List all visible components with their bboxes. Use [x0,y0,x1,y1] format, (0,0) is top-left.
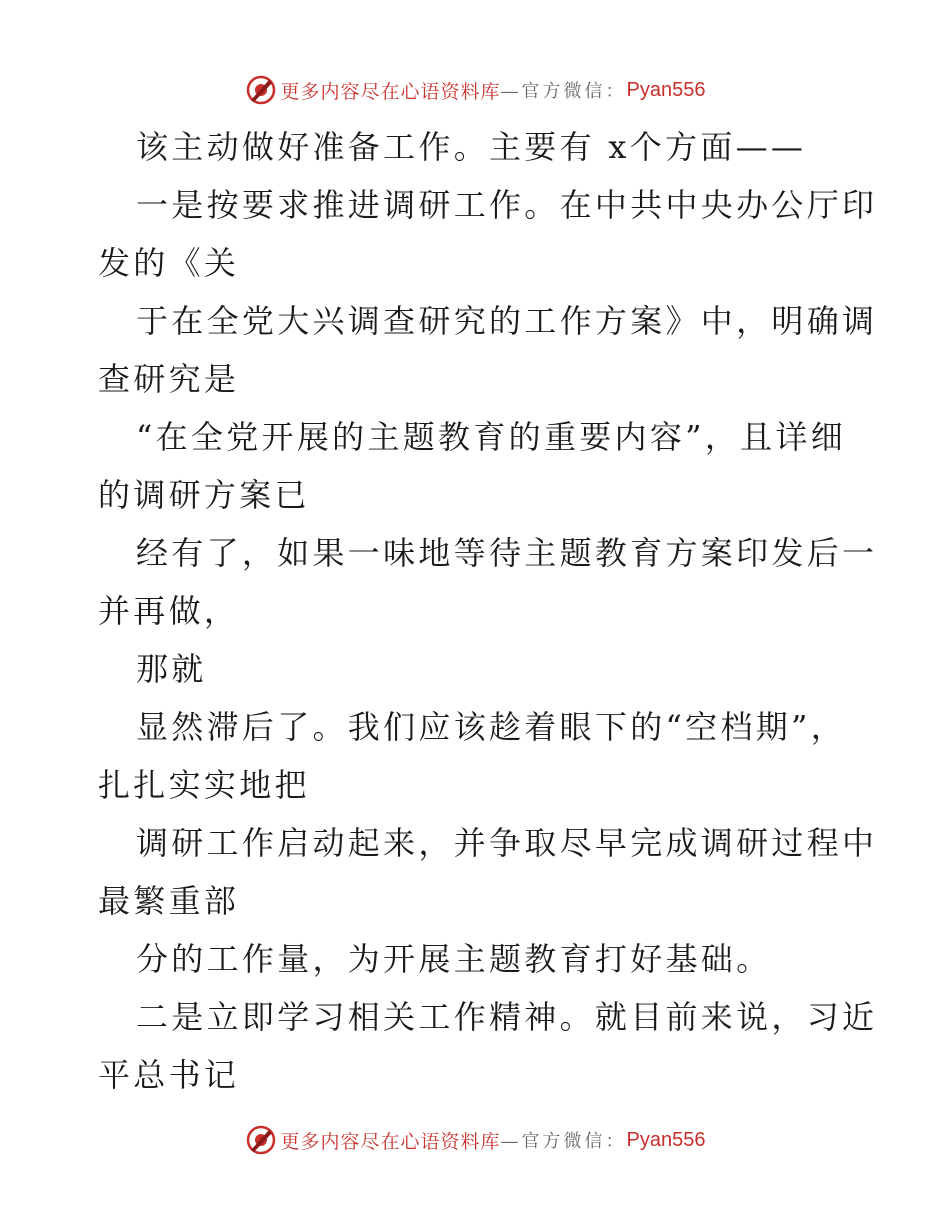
text-line: 并再做， [98,592,240,630]
text-line: 显然滞后了。我们应该趁着眼下的“空档期”， [136,708,847,746]
text-line: 于在全党大兴调查研究的工作方案》中，明确调 [136,302,878,340]
text-line: 查研究是 [98,360,240,398]
text-line: 分的工作量，为开展主题教育打好基础。 [136,940,772,978]
brush-logo-icon [245,74,277,106]
banner-dark-text: —官方微信： [500,81,627,102]
text-line: 调研工作启动起来，并争取尽早完成调研过程中 [136,824,878,862]
footer-banner [0,1120,950,1160]
banner-wechat-id: Pyan556 [626,78,706,101]
text-line: 平总书记 [98,1056,240,1094]
banner-red-text: 更多内容尽在心语资料库 [280,80,501,103]
text-line: 最繁重部 [98,882,240,920]
banner-wechat-id: Pyan556 [626,1128,706,1151]
text-line: 经有了，如果一味地等待主题教育方案印发后一 [136,534,878,572]
text-line: 的调研方案已 [98,476,310,514]
text-line: 一是按要求推进调研工作。在中共中央办公厅印 [136,186,878,224]
text-line: “在全党开展的主题教育的重要内容”，且详细 [136,418,847,456]
header-banner [0,70,950,110]
document-body [98,118,878,1104]
text-line: 发的《关 [98,244,240,282]
banner-dark-text: —官方微信： [500,1131,627,1152]
banner-red-text: 更多内容尽在心语资料库 [280,1130,501,1153]
text-line: 扎扎实实地把 [98,766,310,804]
text-line: 那就 [136,650,207,688]
text-line: 该主动做好准备工作。主要有 x个方面—— [136,128,807,166]
text-line: 二是立即学习相关工作精神。就目前来说，习近 [136,998,878,1036]
brush-logo-icon [245,1124,277,1156]
